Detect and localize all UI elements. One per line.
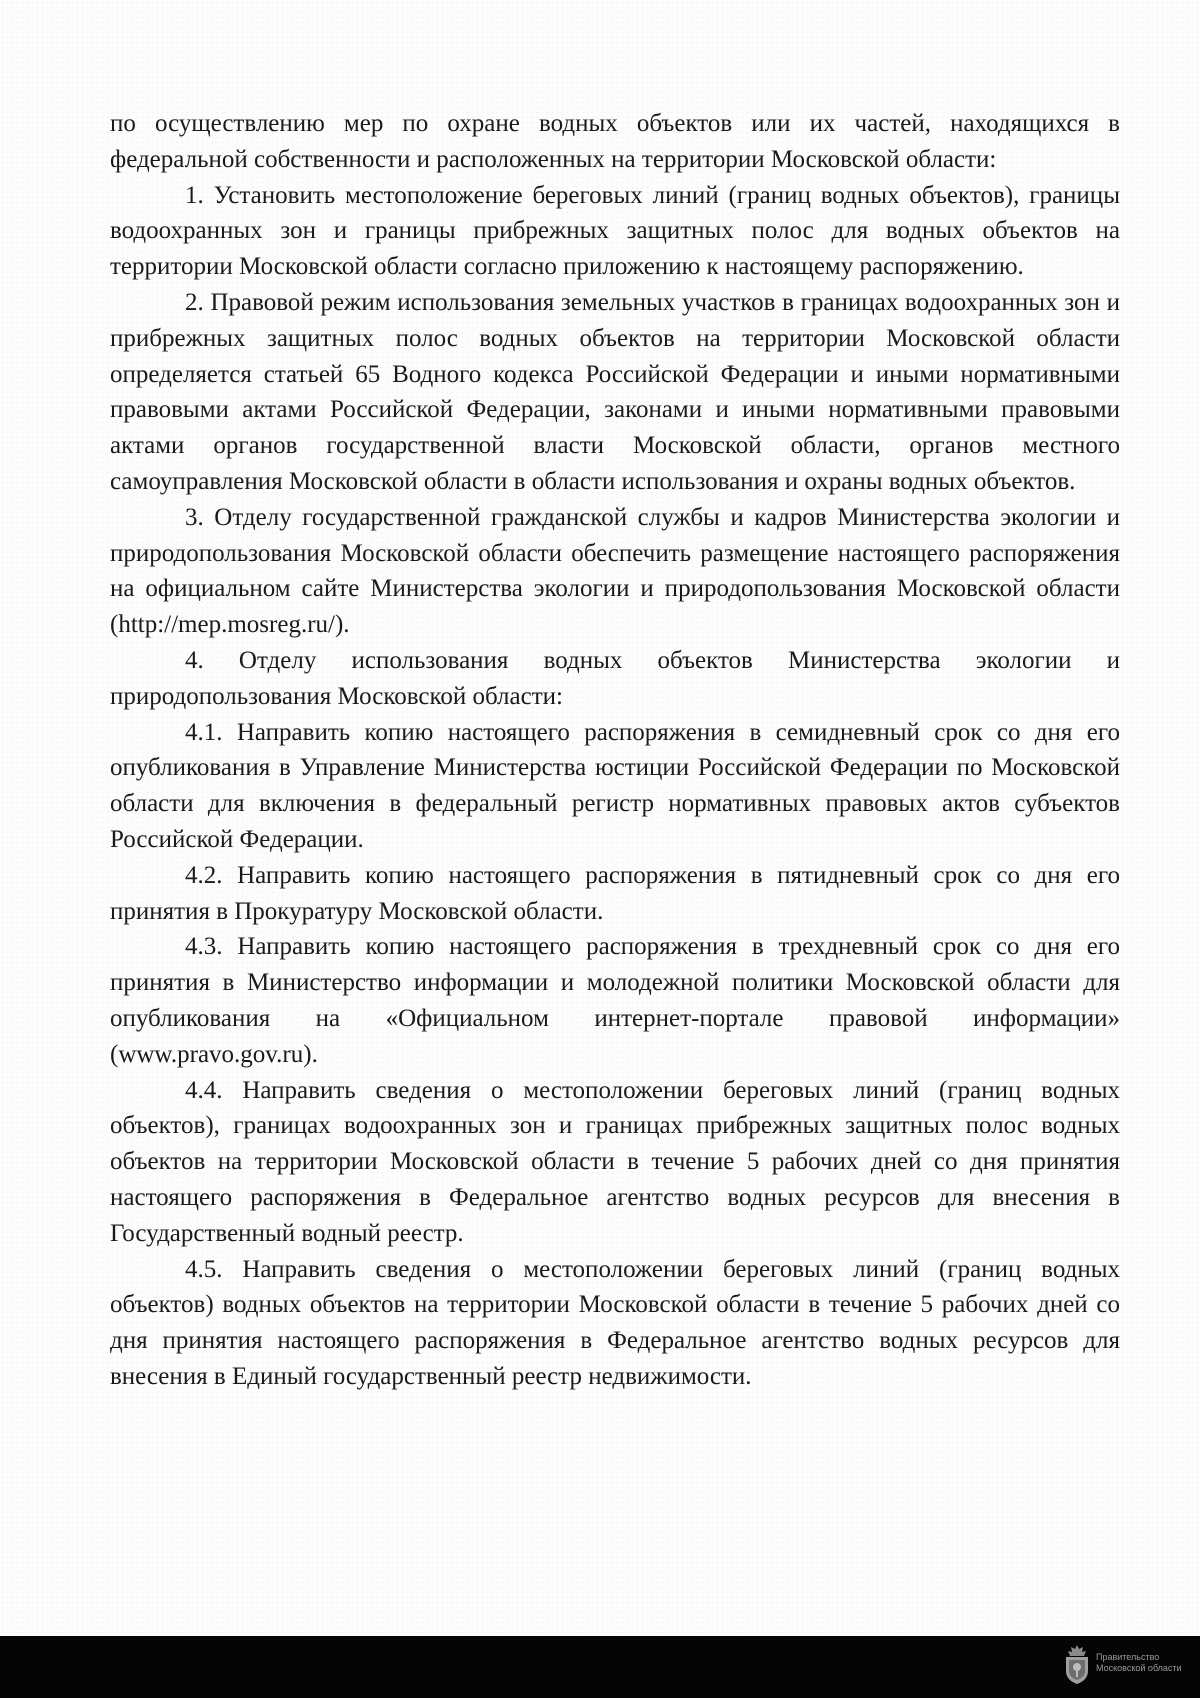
footer-label-line2: Московской области <box>1096 1663 1182 1673</box>
paragraph-item-4-2: 4.2. Направить копию настоящего распоряжения в пятидневный срок со дня его принятия в Прокуратуру Московской области. <box>110 861 1120 925</box>
paragraph-intro: по осуществлению мер по охране водных объектов или их частей, находящихся в федеральной собственности и расположенных на территории Московской области: <box>110 110 1120 173</box>
paragraph-item-3: 3. Отделу государственной гражданской службы и кадров Министерства экологии и природопользования Московской области обеспечить размещение настоящего распоряжения на официальном сайте Министерства экологии и природопользования Московской области (http://mep.mosreg.ru/). <box>110 503 1120 639</box>
paragraph-item-1: 1. Установить местоположение береговых линий (границ водных объектов), границы водоохранных зон и границы прибрежных защитных полос для водных объектов на территории Московской области согласно приложению к настоящему распоряжению. <box>110 181 1120 281</box>
paragraph-item-4-1: 4.1. Направить копию настоящего распоряжения в семидневный срок со дня его опубликования в Управление Министерства юстиции Российской Федерации по Московской области для включения в федеральный регистр нормативных правовых актов субъектов Российской Федерации. <box>110 718 1120 853</box>
paragraph-item-4-5: 4.5. Направить сведения о местоположении береговых линий (границ водных объектов) водных объектов на территории Московской области в течение 5 рабочих дней со дня принятия настоящего распоряжения в Федеральное агентство водных ресурсов для внесения в Единый государственный реестр недвижимости. <box>110 1255 1120 1390</box>
paragraph-item-2: 2. Правовой режим использования земельных участков в границах водоохранных зон и прибрежных защитных полос водных объектов на территории Московской области определяется статьей 65 Водного кодекса Российской Федерации и иными нормативными правовыми актами Российской Федерации, законами и иными нормативными правовыми актами органов государственной власти Московской области, органов местного самоуправления Московской области в области использования и охраны водных объектов. <box>110 288 1120 495</box>
paragraph-item-4-4: 4.4. Направить сведения о местоположении береговых линий (границ водных объектов), границах водоохранных зон и границах прибрежных защитных полос водных объектов на территории Московской области в течение 5 рабочих дней со дня принятия настоящего распоряжения в Федеральное агентство водных ресурсов для внесения в Государственный водный реестр. <box>110 1076 1120 1247</box>
footer-label-line1: Правительство <box>1096 1652 1160 1662</box>
document-body <box>110 106 1120 1395</box>
coat-of-arms-icon <box>1062 1643 1092 1685</box>
paragraph-item-4-3: 4.3. Направить копию настоящего распоряжения в трехдневный срок со дня его принятия в Министерство информации и молодежной политики Московской области для опубликования на «Официальном интернет-портале правовой информации» (www.pravo.gov.ru). <box>110 933 1120 1068</box>
footer-bar <box>0 1636 1200 1698</box>
paragraph-item-4: 4. Отделу использования водных объектов Министерства экологии и природопользования Московской области: <box>110 646 1120 710</box>
